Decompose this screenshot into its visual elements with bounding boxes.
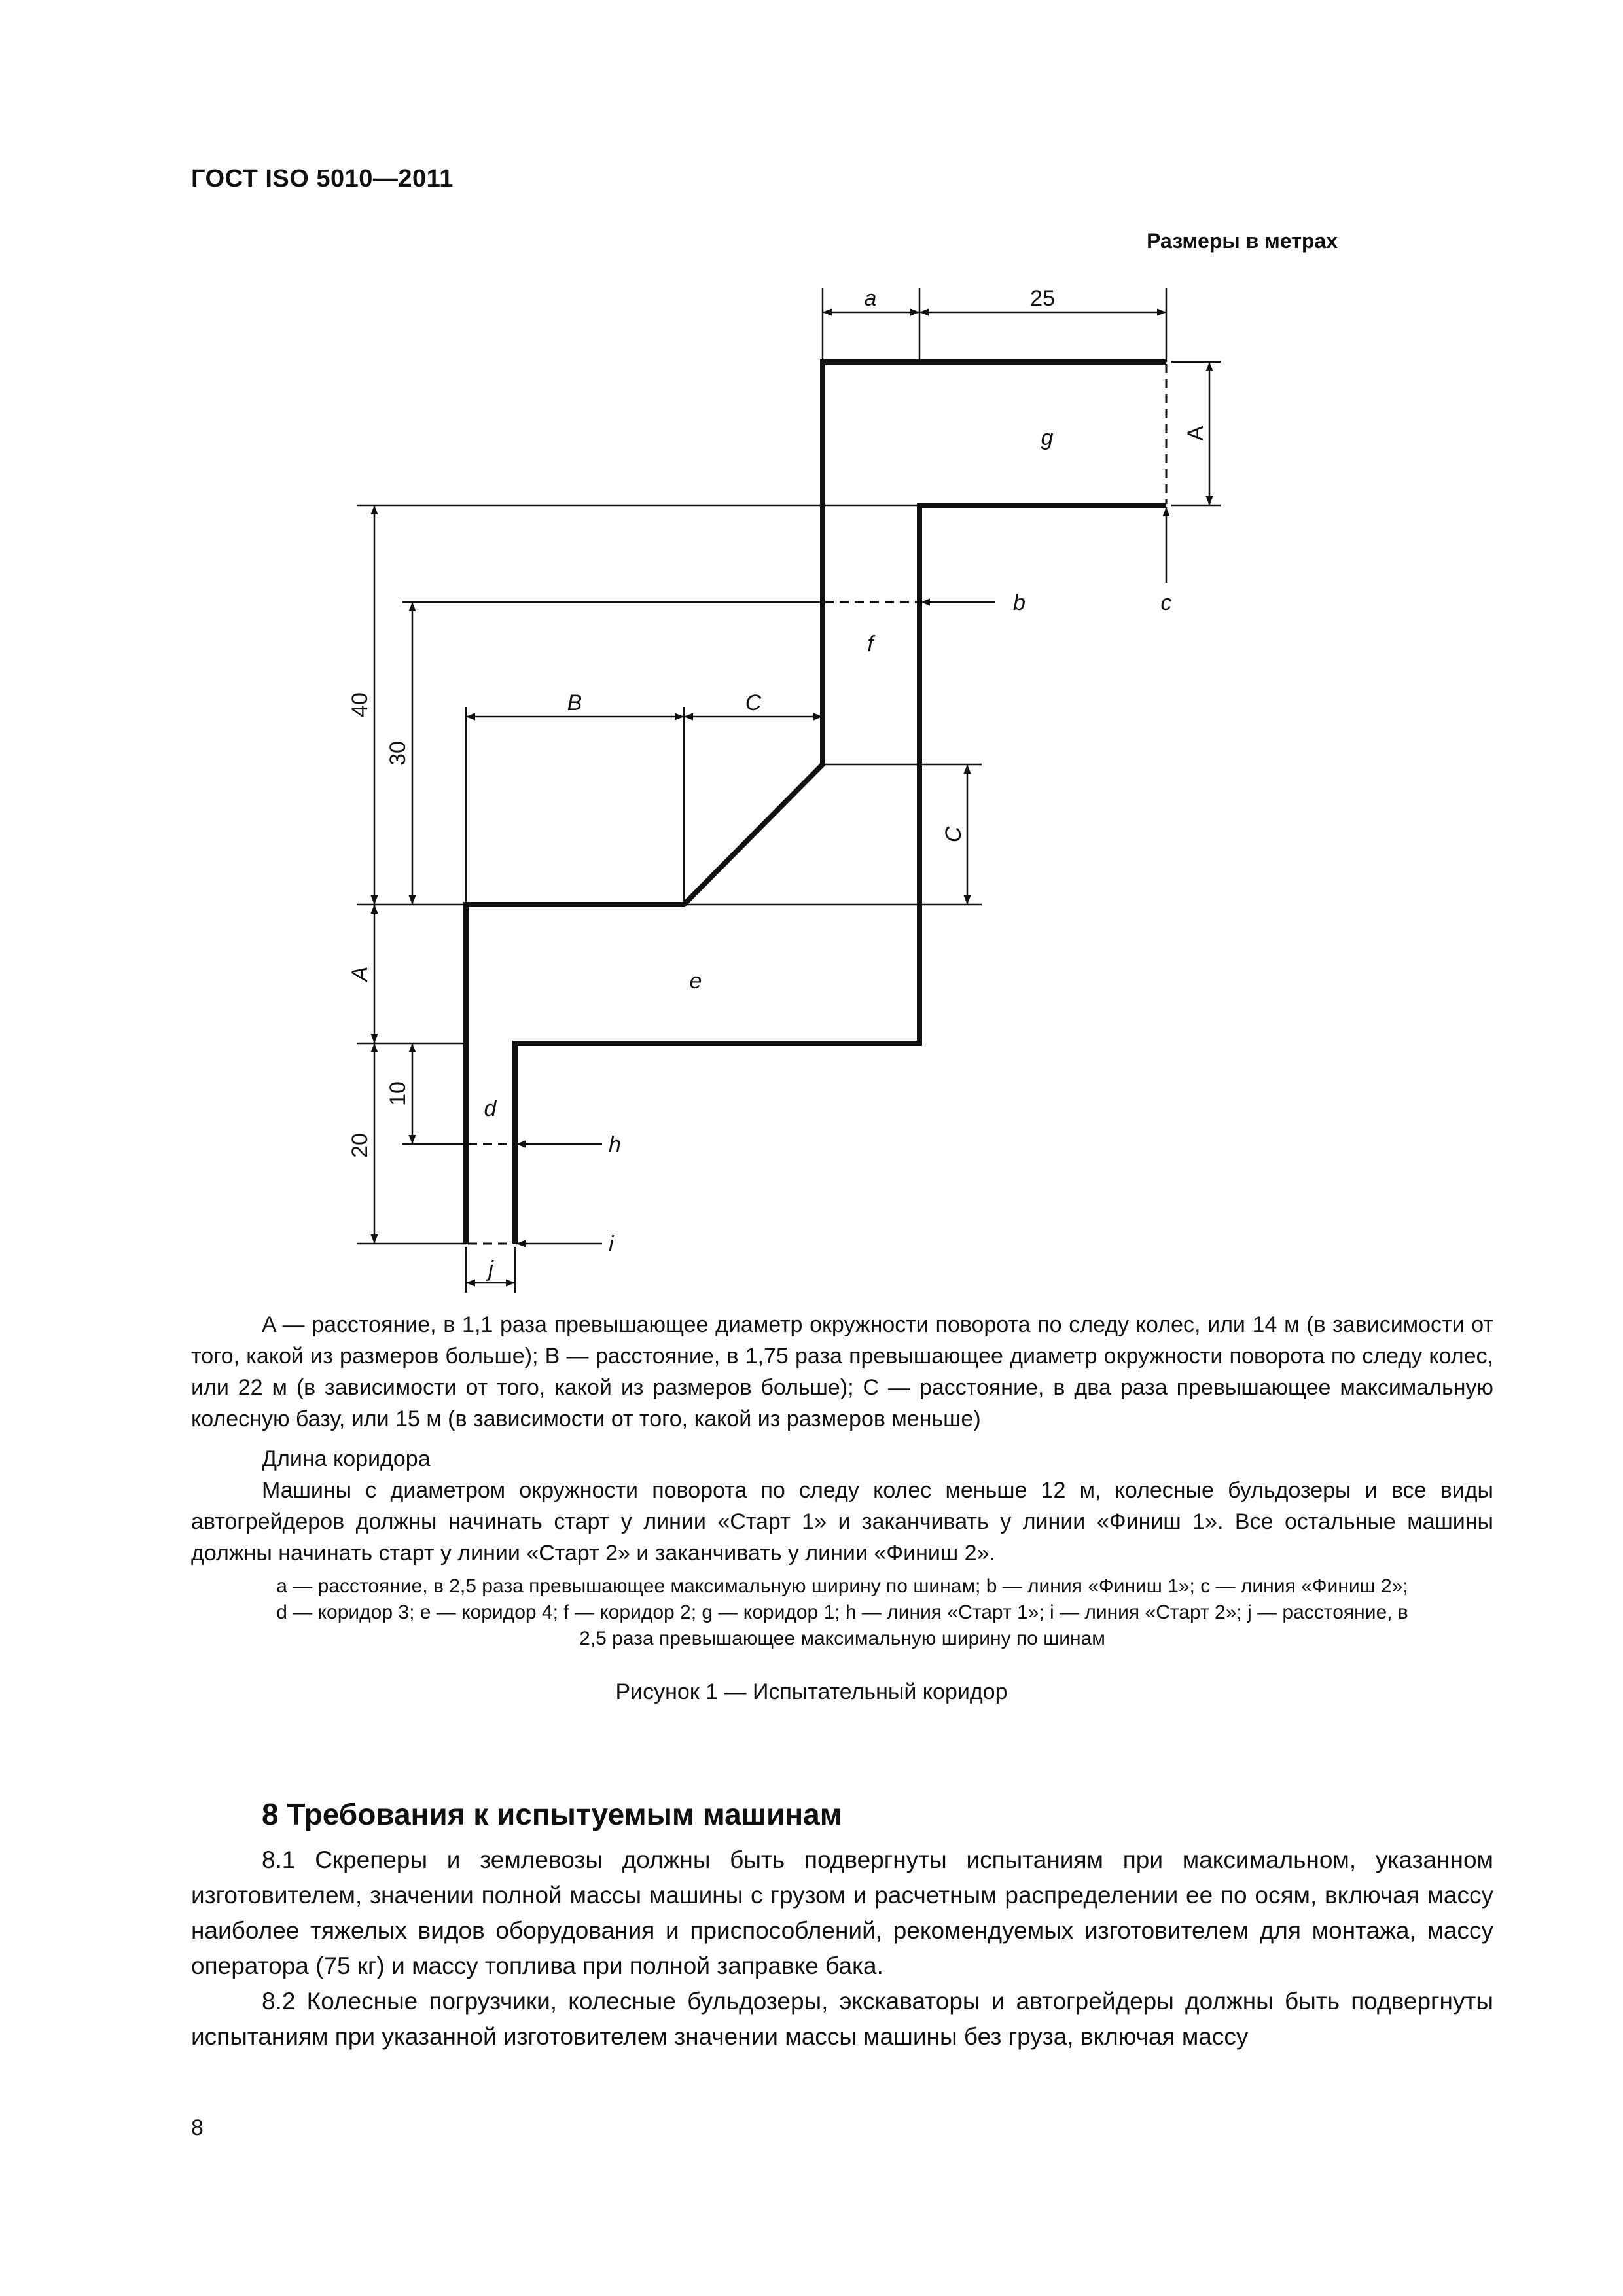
dim-label-a: a [864,286,877,311]
dim-label-30: 30 [385,741,410,766]
dim-label-j: j [488,1257,493,1282]
label-d: d [484,1096,497,1121]
corridor-length-title: Длина коридора [262,1446,431,1471]
legend-dimensions: A — расстояние, в 1,1 раза превышающее диаметр окружности поворота по следу колес, или 14 м (в зависимости от того, какой из размеров больше); B — расстояние, в 1,75 раза превышающее диаметр окружности поворота по следу колес, или 22 м (в зависимости от того, какой из размеров больше); C — расстояние, в два раза превышающее максимальную колесную базу, или 15 м (в зависимости от того, какой из размеров меньше) [191,1312,1493,1431]
dim-label-A-left: A [348,966,372,982]
dim-label-C-top: C [745,691,762,715]
dim-label-25: 25 [1030,286,1055,311]
extension-lines [357,288,1221,1293]
label-g: g [1041,425,1054,450]
dim-label-40: 40 [348,692,372,717]
label-e: e [689,969,702,994]
dim-label-C-right: C [941,826,966,843]
dim-label-B: B [567,691,582,715]
dim-label-10: 10 [385,1081,410,1106]
paragraph-8-2: 8.2 Колесные погрузчики, колесные бульдозеры, экскаваторы и автогрейдеры должны быть подвергнуты испытаниям при указанной изготовителем значении массы машины без груза, включая массу [191,1988,1493,2050]
key-line-2: d — коридор 3; e — коридор 4; f — коридор 2; g — коридор 1; h — линия «Старт 1»; i — линия «Старт 2»; j — расстояние, в [276,1602,1408,1623]
label-b: b [1013,590,1026,615]
figure-caption: Рисунок 1 — Испытательный коридор [615,1679,1008,1704]
section-heading: 8 Требования к испытуемым машинам [262,1797,842,1831]
paragraph-8-1: 8.1 Скреперы и землевозы должны быть подвергнуты испытаниям при максимальном, указанном изготовителем, значении полной массы машины с грузом и расчетным распределении ее по осям, включая массу наиболее тяжелых видов оборудования и приспособлений, рекомендуемых изготовителем для монтажа, массу оператора (75 кг) и массу топлива при полной заправке бака. [191,1846,1493,1979]
standard-header: ГОСТ ISO 5010—2011 [191,165,454,192]
label-f: f [867,632,874,656]
label-h: h [609,1132,621,1157]
label-i: i [609,1232,614,1257]
page-number: 8 [191,2115,204,2140]
key-line-1: a — расстояние, в 2,5 раза превышающее максимальную ширину по шинам; b — линия «Финиш 1»; c — линия «Финиш 2»; [276,1575,1408,1597]
key-line-3: 2,5 раза превышающее максимальную ширину по шинам [579,1628,1105,1649]
dim-label-20: 20 [348,1133,372,1158]
dim-label-A-right: A [1183,425,1208,441]
label-c: c [1160,590,1172,615]
corridor-outline [466,362,1166,1244]
corridor-length-text: Машины с диаметром окружности поворота по следу колес меньше 12 м, колесные бульдозеры и все виды автогрейдеров должны начинать старт у линии «Старт 1» и заканчивать у линии «Финиш 1». Все остальные машины должны начинать старт у линии «Старт 2» и заканчивать у линии «Финиш 2». [191,1478,1493,1566]
dashed-lines [468,364,1166,1244]
units-note: Размеры в метрах [1147,229,1338,253]
